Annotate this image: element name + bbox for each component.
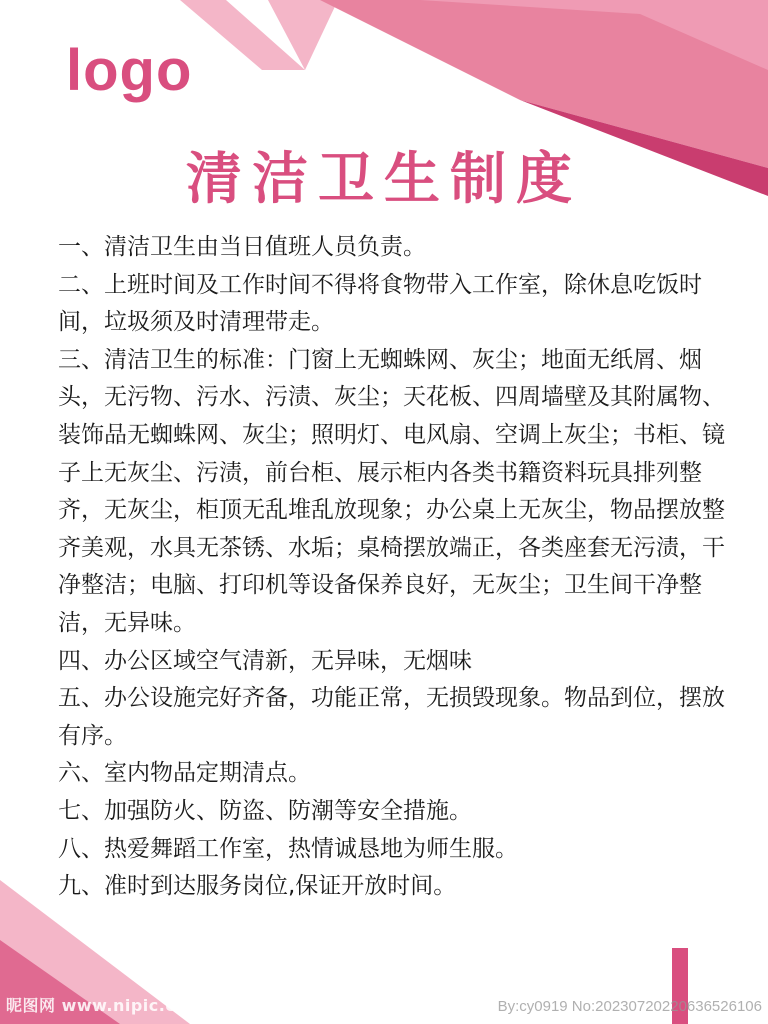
rules-list <box>58 229 726 906</box>
watermark-id: By:cy0919 No:20230720220636526106 <box>497 998 762 1015</box>
page-title: 清洁卫生制度 <box>186 147 582 212</box>
rule-item: 四、办公区域空气清新，无异味，无烟味 <box>58 647 472 674</box>
rule-item: 八、热爱舞蹈工作室，热情诚恳地为师生服。 <box>58 835 518 862</box>
rule-item: 三、清洁卫生的标准：门窗上无蜘蛛网、灰尘；地面无纸屑、烟头，无污物、污水、污渍、灰尘；天花板、四周墙壁及其附属物、装饰品无蜘蛛网、灰尘；照明灯、电风扇、空调上灰尘；书柜、镜子上无灰尘、污渍，前台柜、展示柜内各类书籍资料玩具排列整齐，无灰尘，柜顶无乱堆乱放现象；办公桌上无灰尘，物品摆放整齐美观，水具无茶锈、水垢；桌椅摆放端正，各类座套无污渍，干净整洁；电脑、打印机等设备保养良好，无灰尘；卫生间干净整洁，无异味。 <box>58 346 725 636</box>
rule-item: 九、准时到达服务岗位,保证开放时间。 <box>58 873 457 900</box>
rule-item: 一、清洁卫生由当日值班人员负责。 <box>58 234 426 260</box>
logo: logo <box>66 38 193 103</box>
rule-item: 五、办公设施完好齐备，功能正常，无损毁现象。物品到位，摆放有序。 <box>58 685 725 749</box>
watermark-site: 昵图网 www.nipic.com <box>6 996 204 1015</box>
rule-item: 二、上班时间及工作时间不得将食物带入工作室，除休息吃饭时间，垃圾须及时清理带走。 <box>58 271 702 336</box>
rule-item: 七、加强防火、防盗、防潮等安全措施。 <box>58 797 472 824</box>
rule-item: 六、室内物品定期清点。 <box>58 760 311 787</box>
